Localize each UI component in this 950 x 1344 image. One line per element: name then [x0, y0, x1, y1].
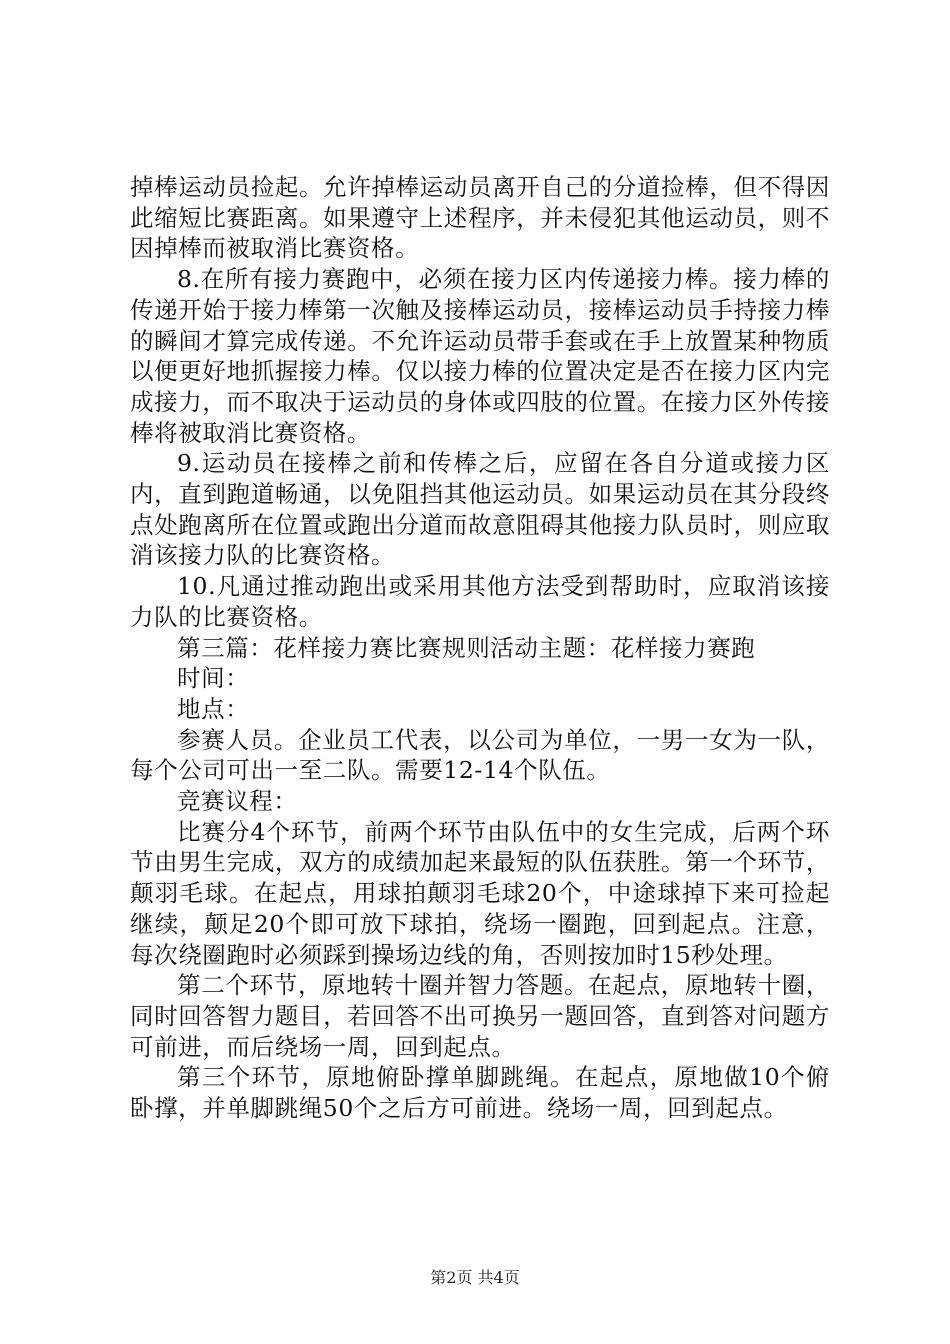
paragraph-location: 地点： [177, 694, 250, 723]
paragraph-stage-2: 第二个环节，原地转十圈并智力答题。在起点，原地转十圈，同时回答智力题目，若回答不出可换另一题回答，直到答对问题方可前进，而后绕场一周，回到起点。 [130, 971, 830, 1061]
paragraph-rule-8: 8.在所有接力赛跑中，必须在接力区内传递接力棒。接力棒的传递开始于接力棒第一次触及接棒运动员，接棒运动员手持接力棒的瞬间才算完成传递。不允许运动员带手套或在手上放置某种物质以便更好地抓握接力棒。仅以接力棒的位置决定是否在接力区内完成接力，而不取决于运动员的身体或四肢的位置。在接力区外传接棒将被取消比赛资格。 [130, 265, 830, 447]
document-body [130, 172, 830, 1124]
paragraph-rule-9: 9.运动员在接棒之前和传棒之后，应留在各自分道或接力区内，直到跑道畅通，以免阻挡其他运动员。如果运动员在其分段终点处跑离所在位置或跑出分道而故意阻碍其他接力队员时，则应取消该接力队的比赛资格。 [130, 449, 830, 570]
paragraph-stage-3: 第三个环节，原地俯卧撑单脚跳绳。在起点，原地做10个俯卧撑，并单脚跳绳50个之后方可前进。绕场一周，回到起点。 [130, 1063, 830, 1123]
page-footer: 第2页 共4页 [430, 1268, 520, 1287]
section-heading-part-3: 第三篇：花样接力赛比赛规则活动主题：花样接力赛跑 [177, 633, 756, 662]
paragraph-agenda-label: 竞赛议程： [177, 787, 298, 816]
paragraph-stage-1: 比赛分4个环节，前两个环节由队伍中的女生完成，后两个环节由男生完成，双方的成绩加起来最短的队伍获胜。第一个环节，颠羽毛球。在起点，用球拍颠羽毛球20个，中途球掉下来可捡起继续，颠足20个即可放下球拍，绕场一圈跑，回到起点。注意，每次绕圈跑时必须踩到操场边线的角，否则按加时15秒处理。 [130, 817, 830, 969]
paragraph-dropped-baton: 掉棒运动员捡起。允许掉棒运动员离开自己的分道捡棒，但不得因此缩短比赛距离。如果遵守上述程序，并未侵犯其他运动员，则不因掉棒而被取消比赛资格。 [130, 173, 830, 263]
paragraph-time: 时间： [177, 664, 250, 693]
paragraph-participants: 参赛人员。企业员工代表，以公司为单位，一男一女为一队，每个公司可出一至二队。需要12-14个队伍。 [130, 725, 830, 785]
paragraph-rule-10: 10.凡通过推动跑出或采用其他方法受到帮助时，应取消该接力队的比赛资格。 [130, 572, 830, 631]
